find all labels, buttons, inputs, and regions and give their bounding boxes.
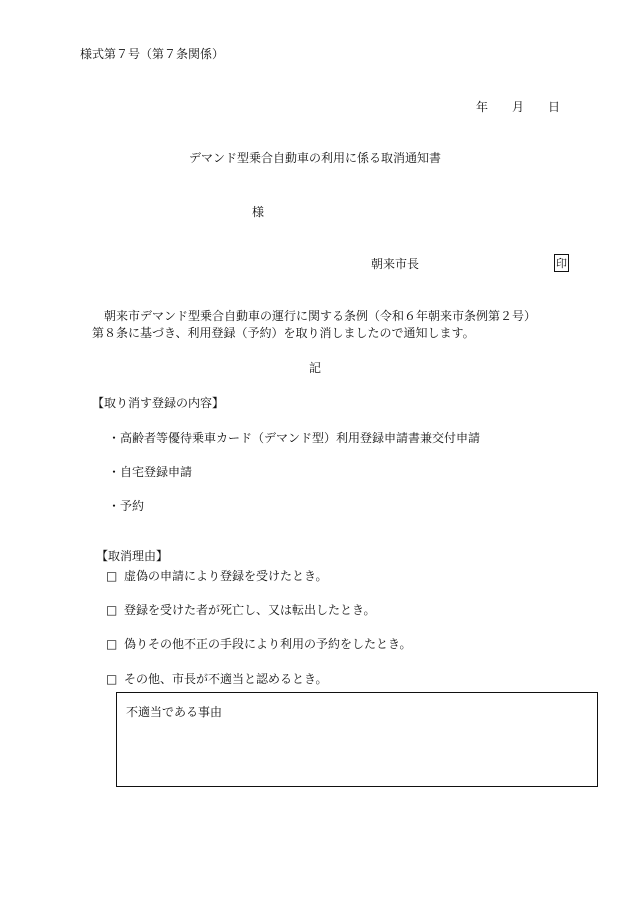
reason-option[interactable] — [106, 673, 328, 685]
reason-label: その他、市長が不適当と認めるとき。 — [124, 672, 328, 686]
reason-label: 虚偽の申請により登録を受けたとき。 — [124, 569, 328, 583]
reason-detail-label: 不適当である事由 — [126, 705, 223, 719]
ki-heading: 記 — [308, 361, 321, 375]
notice-body — [92, 308, 592, 342]
checkbox-icon[interactable]: □ — [106, 603, 118, 617]
checkbox-icon[interactable]: □ — [106, 672, 118, 686]
cancel-item: ・自宅登録申請 — [108, 465, 193, 479]
cancel-item: ・高齢者等優待乗車カード（デマンド型）利用登録申請書兼交付申請 — [108, 431, 481, 445]
checkbox-icon[interactable]: □ — [106, 637, 118, 651]
date-line — [476, 101, 560, 113]
date-year-label: 年 — [476, 100, 489, 114]
addressee-suffix: 様 — [252, 205, 265, 219]
cancel-contents-heading: 【取り消す登録の内容】 — [92, 396, 225, 410]
date-day-label: 日 — [548, 100, 561, 114]
form-number: 様式第７号（第７条関係） — [80, 47, 225, 61]
reason-label: 偽りその他不正の手段により利用の予約をしたとき。 — [124, 637, 412, 651]
checkbox-icon[interactable]: □ — [106, 569, 118, 583]
seal-mark: 印 — [554, 254, 569, 272]
issuer-name: 朝来市長 — [371, 257, 420, 271]
reason-option[interactable] — [106, 604, 376, 616]
reason-option[interactable] — [106, 570, 328, 582]
reason-option[interactable] — [106, 638, 412, 650]
cancel-item: ・予約 — [108, 499, 145, 513]
notice-body-line1: 朝来市デマンド型乗合自動車の運行に関する条例（令和６年朝来市条例第２号） — [104, 309, 537, 323]
document-title: デマンド型乗合自動車の利用に係る取消通知書 — [188, 151, 441, 165]
notice-body-line2: 第８条に基づき、利用登録（予約）を取り消しましたので通知します。 — [92, 326, 475, 340]
reason-label: 登録を受けた者が死亡し、又は転出したとき。 — [124, 603, 376, 617]
cancel-reason-heading: 【取消理由】 — [96, 549, 169, 563]
date-month-label: 月 — [512, 100, 525, 114]
